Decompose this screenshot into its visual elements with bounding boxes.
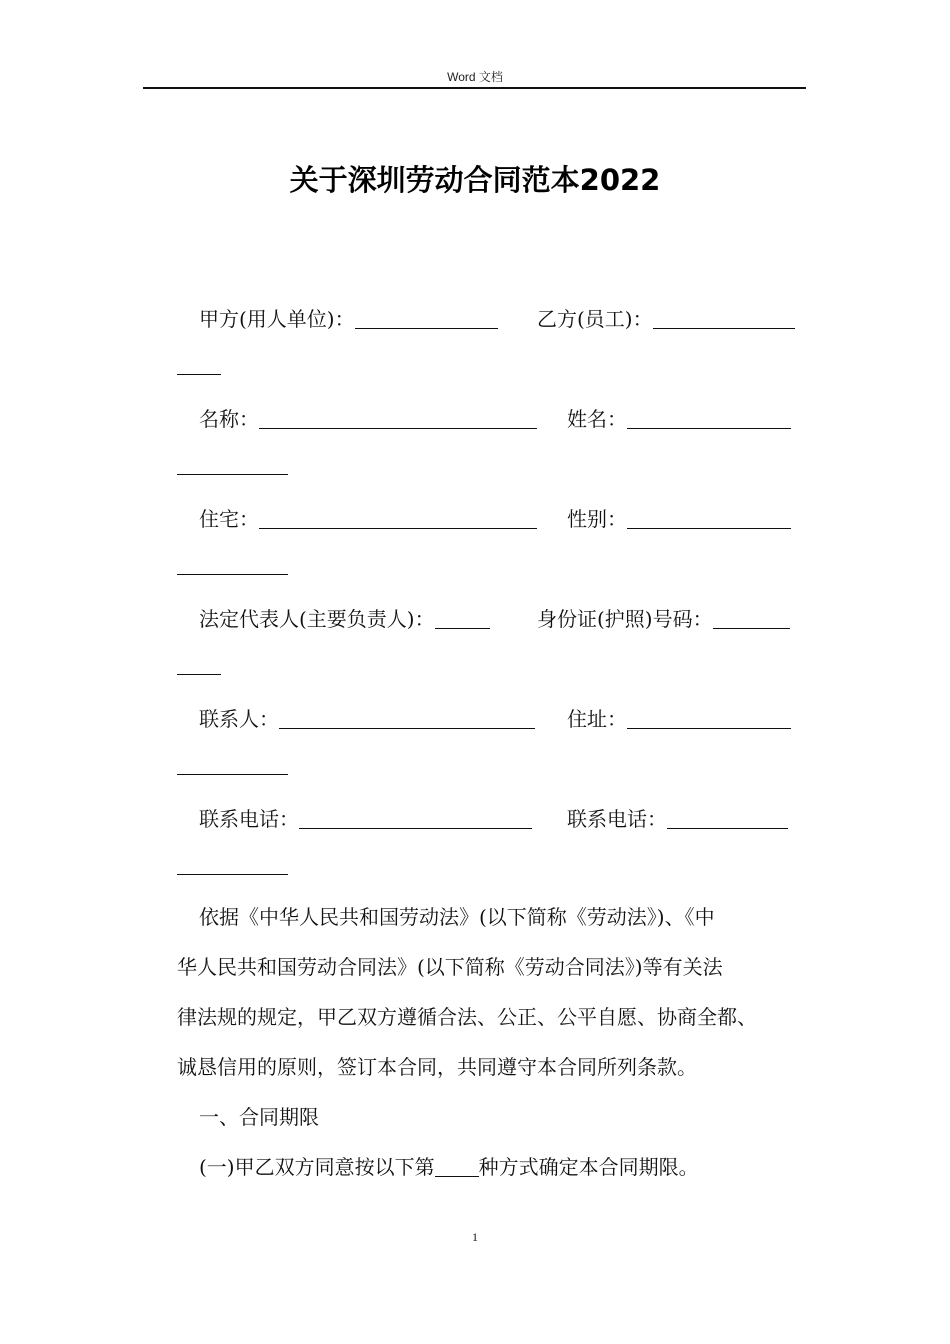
employee-name-label: 姓名： <box>567 407 627 431</box>
document-title: 关于深圳劳动合同范本2022 <box>289 163 661 197</box>
party-b-blank[interactable] <box>653 310 795 329</box>
page-number: 1 <box>472 1230 478 1244</box>
header-rule <box>143 87 806 89</box>
clause-before: (一)甲乙双方同意按以下第 <box>199 1155 435 1179</box>
phone-b-blank[interactable] <box>667 810 788 829</box>
gender-label: 性别： <box>567 507 627 531</box>
employee-name-blank[interactable] <box>627 410 791 429</box>
section-heading: 一、合同期限 <box>199 1105 319 1129</box>
residence-label: 住宅： <box>199 507 259 531</box>
field-row-phone-b-cont <box>177 853 817 877</box>
gender-blank-cont[interactable] <box>177 556 288 575</box>
paragraph-line-4: 诚恳信用的原则，签订本合同，共同遵守本合同所列条款。 <box>177 1055 697 1079</box>
phone-a-blank[interactable] <box>299 810 532 829</box>
paragraph-line-2: 华人民共和国劳动合同法》(以下简称《劳动合同法》)等有关法 <box>177 955 723 979</box>
legal-rep-blank[interactable] <box>435 610 490 629</box>
field-row-employee-name <box>567 403 791 432</box>
paragraph-line-3: 律法规的规定，甲乙双方遵循合法、公正、公平自愿、协商全都、 <box>177 1005 757 1029</box>
field-row-party-b-cont <box>177 353 817 377</box>
id-number-blank[interactable] <box>713 610 790 629</box>
residence-blank[interactable] <box>259 510 537 529</box>
id-number-blank-cont[interactable] <box>177 656 221 675</box>
field-row-id-number-cont <box>177 653 817 677</box>
field-row-phone-b <box>567 803 788 832</box>
address-blank[interactable] <box>627 710 791 729</box>
party-a-label: 甲方(用人单位)： <box>199 307 355 331</box>
phone-b-label: 联系电话： <box>567 807 667 831</box>
address-blank-cont[interactable] <box>177 756 288 775</box>
field-row-employee-name-cont <box>177 453 817 477</box>
page-header: Word 文档 <box>447 70 503 84</box>
party-b-label: 乙方(员工)： <box>537 307 653 331</box>
contact-person-blank[interactable] <box>279 710 535 729</box>
clause-after: 种方式确定本合同期限。 <box>478 1155 699 1179</box>
field-row-id-number <box>537 603 790 632</box>
contact-person-label: 联系人： <box>199 707 279 731</box>
field-row-address-cont <box>177 753 817 777</box>
party-a-blank[interactable] <box>355 310 498 329</box>
field-row-party-b <box>537 303 795 332</box>
company-name-blank[interactable] <box>259 410 537 429</box>
field-row-gender <box>567 503 791 532</box>
employee-name-blank-cont[interactable] <box>177 456 288 475</box>
field-row-address <box>567 703 791 732</box>
gender-blank[interactable] <box>627 510 791 529</box>
clause-blank[interactable] <box>435 1158 479 1177</box>
phone-a-label: 联系电话： <box>199 807 299 831</box>
address-label: 住址： <box>567 707 627 731</box>
company-name-label: 名称： <box>199 407 259 431</box>
id-number-label: 身份证(护照)号码： <box>537 607 713 631</box>
clause-line <box>199 1151 839 1180</box>
party-b-blank-cont[interactable] <box>177 356 221 375</box>
legal-rep-label: 法定代表人(主要负责人)： <box>199 607 435 631</box>
paragraph-line-1: 依据《中华人民共和国劳动法》(以下简称《劳动法》)、《中 <box>199 905 715 929</box>
field-row-gender-cont <box>177 553 817 577</box>
phone-b-blank-cont[interactable] <box>177 856 288 875</box>
